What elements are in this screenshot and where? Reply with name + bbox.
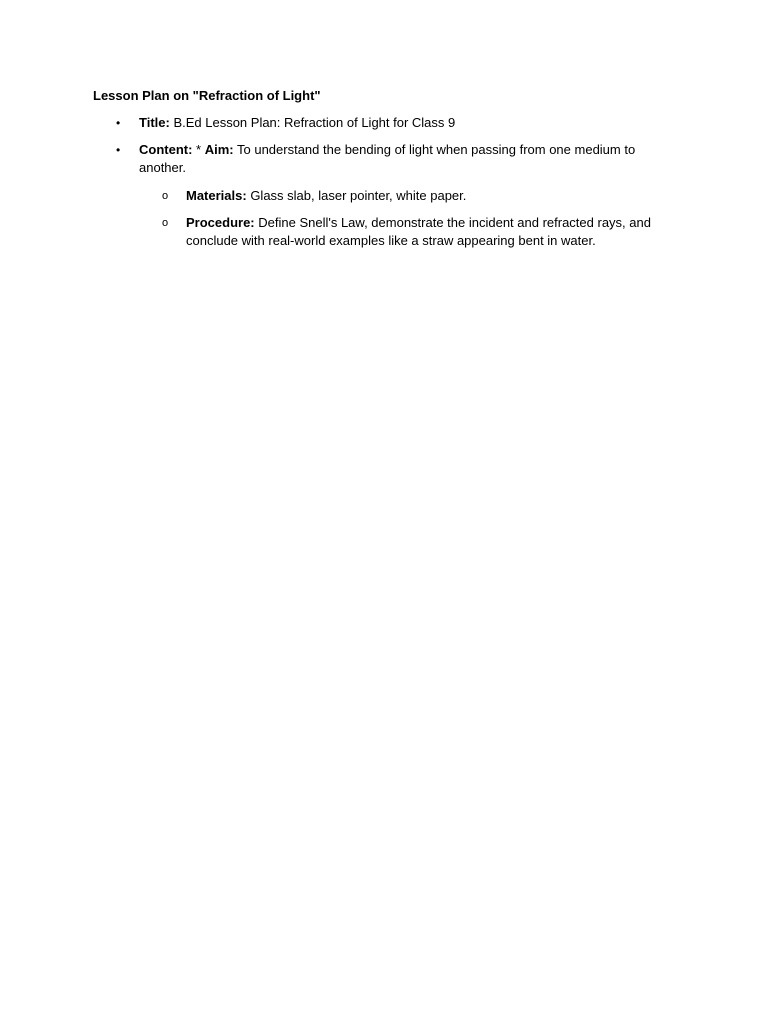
bullet-icon: • [116,143,121,157]
item-label: Content: [139,142,193,157]
item-text: B.Ed Lesson Plan: Refraction of Light for Class 9 [169,115,456,130]
item-label: Materials: [186,188,247,203]
circle-bullet-icon: o [162,217,169,229]
item-label: Procedure: [186,215,255,230]
document-heading: Lesson Plan on "Refraction of Light" [93,88,321,103]
subitem-procedure [186,214,666,250]
subitem-materials [186,187,666,205]
list-item-title [139,114,659,132]
item-label: Title: [139,115,170,130]
item-text: To understand the bending of light when passing from one medium to another. [139,142,636,175]
list-item-content [139,141,659,177]
item-text: Define Snell's Law, demonstrate the incident and refracted rays, and conclude with real-world examples like a straw appearing bent in water. [186,215,651,248]
item-separator: * [192,142,205,157]
circle-bullet-icon: o [162,190,169,202]
item-sublabel: Aim: [204,142,234,157]
item-text: Glass slab, laser pointer, white paper. [246,188,467,203]
bullet-icon: • [116,116,121,130]
